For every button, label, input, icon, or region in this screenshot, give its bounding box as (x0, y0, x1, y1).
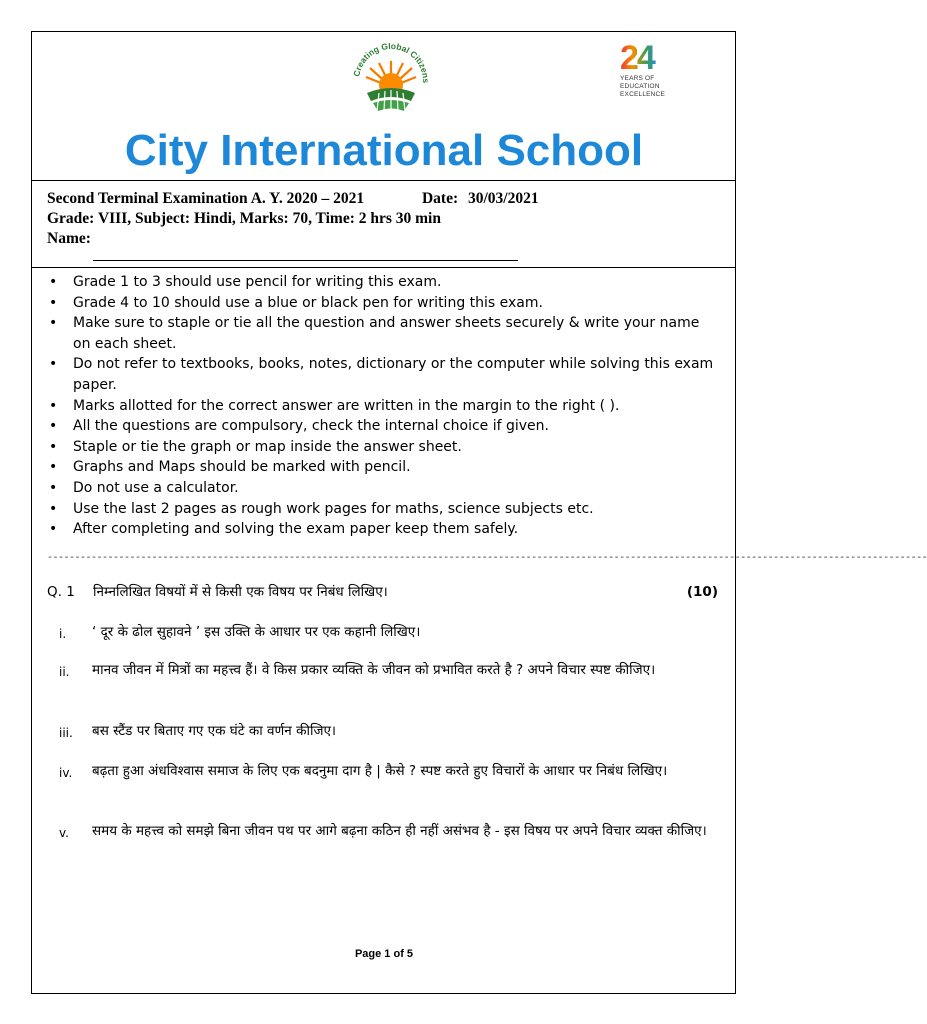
dashed-separator: ---------------------------------------------------------------------------------------------------------------------------------------------------------------- (47, 553, 927, 564)
badge-number: 24 (620, 41, 670, 75)
badge-line1: YEARS OF (620, 75, 655, 82)
instruction-item: • Graphs and Maps should be marked with pencil. (47, 457, 717, 478)
option-text: बढ़ता हुआ अंधविश्वास समाज के लिए एक बदनुमा दाग है | कैसे ? स्पष्ट करते हुए विचारों के आधार पर निबंध लिखिए। (92, 763, 668, 779)
badge-line2: EDUCATION (620, 83, 660, 90)
date-value: 30/03/2021 (468, 190, 539, 207)
question-marks: (10) (686, 584, 718, 600)
instruction-item: • Grade 1 to 3 should use pencil for writing this exam. (47, 272, 717, 293)
instruction-item: • Do not use a calculator. (47, 478, 717, 499)
logo-text: Creating Global Citizens (351, 40, 432, 84)
option-text: ‘ दूर के ढोल सुहावने ’ इस उक्ति के आधार पर एक कहानी लिखिए। (92, 624, 421, 640)
option-text: समय के महत्त्व को समझे बिना जीवन पथ पर आगे बढ़ना कठिन ही नहीं असंभव है - इस विषय पर अपने विचार व्यक्त कीजिए। (92, 823, 707, 839)
option-text: बस स्टैंड पर बिताए गए एक घंटे का वर्णन कीजिए। (92, 723, 337, 739)
instruction-item: • Staple or tie the graph or map inside the answer sheet. (47, 437, 717, 458)
option-text: मानव जीवन में मित्रों का महत्त्व हैं। वे किस प्रकार व्यक्ति के जीवन को प्रभावित करते है ? अपने विचार स्पष्ट कीजिए। (92, 662, 656, 678)
date-label: Date: (421, 190, 459, 207)
badge-line3: EXCELLENCE (620, 91, 665, 98)
school-name: City International School (124, 126, 644, 175)
option-number: iv. (59, 766, 73, 780)
option-number: i. (59, 627, 67, 641)
option-number: iii. (59, 726, 73, 740)
option-number: ii. (59, 665, 70, 679)
divider (31, 267, 736, 268)
name-label: Name: (47, 230, 91, 247)
name-field[interactable] (93, 243, 518, 261)
option-number: v. (59, 826, 69, 840)
page-number: Page 1 of 5 (354, 948, 414, 960)
instruction-item: • Marks allotted for the correct answer are written in the margin to the right ( ). (47, 396, 717, 417)
anniversary-badge (620, 41, 670, 101)
instructions-list (47, 272, 717, 540)
instruction-item: • After completing and solving the exam paper keep them safely. (47, 519, 717, 540)
exam-title: Second Terminal Examination A. Y. 2020 – 2021 (47, 190, 365, 207)
exam-info (47, 189, 539, 249)
question-number: Q. 1 (47, 584, 75, 600)
instruction-item: • Grade 4 to 10 should use a blue or black pen for writing this exam. (47, 293, 717, 314)
instruction-item: • Make sure to staple or tie all the question and answer sheets securely & write your name on each sheet. (47, 313, 717, 354)
question-text: निम्नलिखित विषयों में से किसी एक विषय पर निबंध लिखिए। (93, 584, 388, 600)
instruction-item: • All the questions are compulsory, check the internal choice if given. (47, 416, 717, 437)
instruction-item: • Do not refer to textbooks, books, notes, dictionary or the computer while solving this exam paper. (47, 354, 717, 395)
school-logo (349, 35, 433, 119)
instruction-item: • Use the last 2 pages as rough work pages for maths, science subjects etc. (47, 499, 717, 520)
exam-details: Grade: VIII, Subject: Hindi, Marks: 70, Time: 2 hrs 30 min (47, 210, 441, 227)
